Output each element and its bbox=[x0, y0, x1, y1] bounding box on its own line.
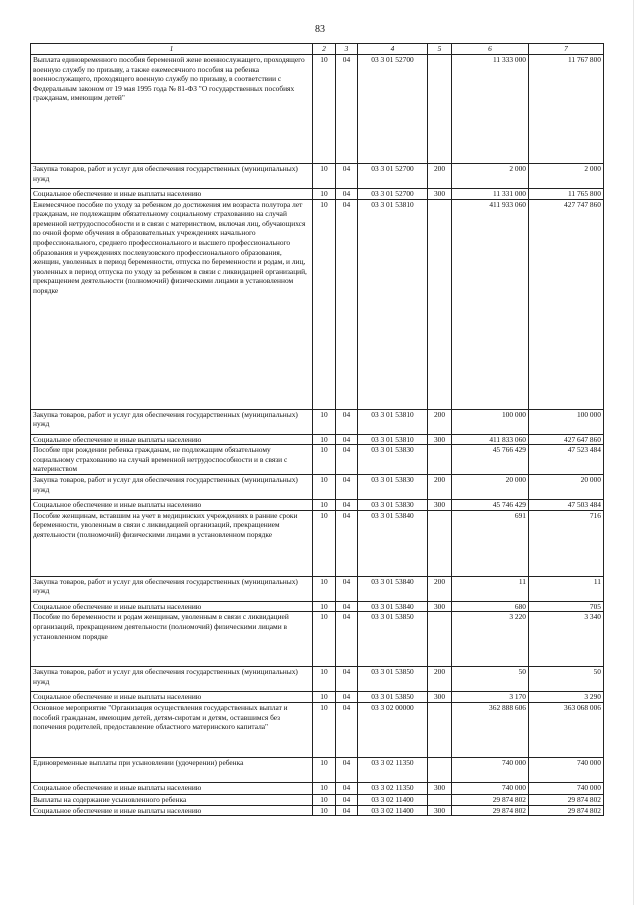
row-value-cell: 300 bbox=[428, 500, 452, 511]
row-value-cell: 200 bbox=[428, 164, 452, 189]
row-value-cell: 03 3 02 11400 bbox=[358, 805, 428, 816]
row-value-cell: 04 bbox=[336, 805, 358, 816]
row-name-cell: Социальное обеспечение и иные выплаты населению bbox=[31, 500, 313, 511]
table-row bbox=[31, 55, 604, 164]
row-value-cell: 427 647 860 bbox=[529, 434, 604, 445]
row-value-cell: 10 bbox=[313, 434, 336, 445]
row-name-cell: Единовременные выплаты при усыновлении (удочерении) ребенка bbox=[31, 757, 313, 782]
row-value-cell: 03 3 01 53830 bbox=[358, 445, 428, 475]
row-value-cell: 10 bbox=[313, 445, 336, 475]
row-value-cell: 03 3 01 53810 bbox=[358, 409, 428, 434]
row-value-cell: 29 874 802 bbox=[452, 794, 529, 805]
row-value-cell: 740 000 bbox=[529, 757, 604, 782]
table-row bbox=[31, 782, 604, 794]
row-value-cell: 03 3 01 53850 bbox=[358, 612, 428, 667]
row-value-cell: 740 000 bbox=[529, 782, 604, 794]
row-value-cell: 300 bbox=[428, 434, 452, 445]
row-value-cell: 10 bbox=[313, 612, 336, 667]
row-value-cell: 45 746 429 bbox=[452, 500, 529, 511]
row-value-cell: 200 bbox=[428, 667, 452, 692]
table-row bbox=[31, 434, 604, 445]
column-number-row bbox=[31, 44, 604, 55]
row-value-cell: 04 bbox=[336, 692, 358, 703]
row-value-cell: 20 000 bbox=[452, 475, 529, 500]
row-value-cell: 04 bbox=[336, 445, 358, 475]
row-value-cell: 04 bbox=[336, 189, 358, 200]
row-name-cell: Выплата единовременного пособия беременной жене военнослужащего, проходящего военную службу по призыву, а также ежемесячного пособия на ребенка военнослужащего, проходящего военную службу по призыву, в соответствии с Федеральным законом от 19 мая 1995 года № 81-ФЗ "О государственных пособиях гражданам, имеющим детей" bbox=[31, 55, 313, 164]
row-value-cell: 03 3 01 53840 bbox=[358, 576, 428, 601]
table-row bbox=[31, 612, 604, 667]
row-value-cell: 10 bbox=[313, 164, 336, 189]
table-row bbox=[31, 199, 604, 409]
row-value-cell: 705 bbox=[529, 601, 604, 612]
row-value-cell: 03 3 01 53850 bbox=[358, 667, 428, 692]
row-value-cell: 04 bbox=[336, 667, 358, 692]
row-value-cell bbox=[428, 757, 452, 782]
row-name-cell: Пособие при рождении ребенка гражданам, не подлежащим обязательному социальному страхованию на случай временной нетрудоспособности и в связи с материнством bbox=[31, 445, 313, 475]
row-value-cell: 10 bbox=[313, 199, 336, 409]
row-name-cell: Социальное обеспечение и иные выплаты населению bbox=[31, 692, 313, 703]
row-value-cell: 11 767 800 bbox=[529, 55, 604, 164]
row-name-cell: Закупка товаров, работ и услуг для обеспечения государственных (муниципальных) нужд bbox=[31, 475, 313, 500]
row-value-cell: 362 888 606 bbox=[452, 702, 529, 757]
row-value-cell bbox=[428, 510, 452, 576]
row-name-cell: Социальное обеспечение и иные выплаты населению bbox=[31, 601, 313, 612]
row-value-cell: 03 3 02 00000 bbox=[358, 702, 428, 757]
row-name-cell: Закупка товаров, работ и услуг для обеспечения государственных (муниципальных) нужд bbox=[31, 409, 313, 434]
row-value-cell bbox=[428, 702, 452, 757]
column-number: 4 bbox=[358, 44, 428, 55]
table-row bbox=[31, 164, 604, 189]
row-value-cell: 47 523 484 bbox=[529, 445, 604, 475]
row-value-cell: 3 170 bbox=[452, 692, 529, 703]
row-value-cell: 10 bbox=[313, 782, 336, 794]
row-value-cell: 100 000 bbox=[529, 409, 604, 434]
table-row bbox=[31, 510, 604, 576]
column-number: 6 bbox=[452, 44, 529, 55]
table-row bbox=[31, 500, 604, 511]
row-value-cell: 03 3 01 53840 bbox=[358, 601, 428, 612]
row-value-cell: 03 3 01 52700 bbox=[358, 55, 428, 164]
row-value-cell: 03 3 01 53830 bbox=[358, 475, 428, 500]
row-value-cell: 04 bbox=[336, 500, 358, 511]
row-value-cell: 10 bbox=[313, 601, 336, 612]
row-value-cell: 03 3 01 53840 bbox=[358, 510, 428, 576]
row-value-cell: 50 bbox=[529, 667, 604, 692]
budget-table bbox=[30, 43, 604, 816]
row-value-cell: 10 bbox=[313, 55, 336, 164]
row-value-cell: 04 bbox=[336, 199, 358, 409]
row-value-cell bbox=[428, 199, 452, 409]
row-value-cell: 740 000 bbox=[452, 782, 529, 794]
row-value-cell: 04 bbox=[336, 409, 358, 434]
row-name-cell: Социальное обеспечение и иные выплаты населению bbox=[31, 434, 313, 445]
row-value-cell: 03 3 02 11400 bbox=[358, 794, 428, 805]
row-value-cell: 04 bbox=[336, 434, 358, 445]
row-value-cell: 3 290 bbox=[529, 692, 604, 703]
row-name-cell: Социальное обеспечение и иные выплаты населению bbox=[31, 782, 313, 794]
row-value-cell: 04 bbox=[336, 55, 358, 164]
row-value-cell: 11 333 000 bbox=[452, 55, 529, 164]
row-value-cell: 427 747 860 bbox=[529, 199, 604, 409]
row-value-cell: 04 bbox=[336, 601, 358, 612]
row-value-cell: 10 bbox=[313, 757, 336, 782]
row-value-cell: 04 bbox=[336, 782, 358, 794]
row-value-cell: 10 bbox=[313, 805, 336, 816]
table-row bbox=[31, 445, 604, 475]
table-row bbox=[31, 601, 604, 612]
row-value-cell: 10 bbox=[313, 500, 336, 511]
row-value-cell: 11 331 000 bbox=[452, 189, 529, 200]
row-value-cell: 740 000 bbox=[452, 757, 529, 782]
row-name-cell: Закупка товаров, работ и услуг для обеспечения государственных (муниципальных) нужд bbox=[31, 667, 313, 692]
row-value-cell: 04 bbox=[336, 475, 358, 500]
row-value-cell: 10 bbox=[313, 475, 336, 500]
row-value-cell: 300 bbox=[428, 692, 452, 703]
row-name-cell: Социальное обеспечение и иные выплаты населению bbox=[31, 805, 313, 816]
row-value-cell: 03 3 01 53810 bbox=[358, 199, 428, 409]
row-value-cell: 04 bbox=[336, 702, 358, 757]
row-value-cell: 100 000 bbox=[452, 409, 529, 434]
row-value-cell: 10 bbox=[313, 576, 336, 601]
row-value-cell: 04 bbox=[336, 794, 358, 805]
row-value-cell bbox=[428, 794, 452, 805]
column-number: 3 bbox=[336, 44, 358, 55]
table-row bbox=[31, 667, 604, 692]
row-value-cell: 200 bbox=[428, 475, 452, 500]
row-value-cell: 10 bbox=[313, 189, 336, 200]
row-value-cell: 411 833 060 bbox=[452, 434, 529, 445]
row-value-cell: 200 bbox=[428, 409, 452, 434]
row-value-cell: 411 933 060 bbox=[452, 199, 529, 409]
table-row bbox=[31, 692, 604, 703]
row-value-cell: 2 000 bbox=[529, 164, 604, 189]
row-value-cell: 29 874 802 bbox=[529, 794, 604, 805]
row-name-cell: Ежемесячное пособие по уходу за ребенком до достижения им возраста полутора лет гражданам, не подлежащим обязательному социальному страхованию на случай временной нетрудоспособности и в связи с материнством, включая лиц, обучающихся по очной форме обучения в образовательных учреждениях начального профессионального, среднего профессионального и высшего профессионального образования и учреждениях послевузовского профессионального образования, женщин, уволенных в период беременности, отпуска по беременности и родам, и лиц, уволенных в период отпуска по уходу за ребенком в связи с ликвидацией организаций, прекращением деятельности (полномочий) физическими лицами в установленном порядке bbox=[31, 199, 313, 409]
row-value-cell: 10 bbox=[313, 409, 336, 434]
row-name-cell: Основное мероприятие "Организация осуществления государственных выплат и пособий гражданам, имеющим детей, детям-сиротам и детям, оставшимся без попечения родителей, предоставление областного материнского капитала" bbox=[31, 702, 313, 757]
page-number: 83 bbox=[315, 24, 325, 35]
row-name-cell: Выплаты на содержание усыновленного ребенка bbox=[31, 794, 313, 805]
row-value-cell: 03 3 01 53850 bbox=[358, 692, 428, 703]
row-name-cell: Закупка товаров, работ и услуг для обеспечения государственных (муниципальных) нужд bbox=[31, 576, 313, 601]
row-value-cell bbox=[428, 612, 452, 667]
row-value-cell: 11 bbox=[452, 576, 529, 601]
row-value-cell: 10 bbox=[313, 702, 336, 757]
row-value-cell: 29 874 802 bbox=[529, 805, 604, 816]
row-value-cell: 363 068 006 bbox=[529, 702, 604, 757]
table-row bbox=[31, 702, 604, 757]
table-row bbox=[31, 805, 604, 816]
row-value-cell: 2 000 bbox=[452, 164, 529, 189]
row-value-cell: 11 765 800 bbox=[529, 189, 604, 200]
row-name-cell: Закупка товаров, работ и услуг для обеспечения государственных (муниципальных) нужд bbox=[31, 164, 313, 189]
row-value-cell: 45 766 429 bbox=[452, 445, 529, 475]
table-row bbox=[31, 475, 604, 500]
row-value-cell: 29 874 802 bbox=[452, 805, 529, 816]
row-value-cell: 10 bbox=[313, 510, 336, 576]
row-value-cell: 3 340 bbox=[529, 612, 604, 667]
row-value-cell: 11 bbox=[529, 576, 604, 601]
row-value-cell: 03 3 01 53830 bbox=[358, 500, 428, 511]
table-row bbox=[31, 757, 604, 782]
row-value-cell: 680 bbox=[452, 601, 529, 612]
column-number: 2 bbox=[313, 44, 336, 55]
table-row bbox=[31, 576, 604, 601]
scan-edge-line bbox=[633, 0, 634, 905]
row-value-cell: 200 bbox=[428, 576, 452, 601]
row-value-cell: 03 3 01 52700 bbox=[358, 189, 428, 200]
row-value-cell: 04 bbox=[336, 510, 358, 576]
row-value-cell: 10 bbox=[313, 667, 336, 692]
row-value-cell: 3 220 bbox=[452, 612, 529, 667]
row-value-cell: 04 bbox=[336, 612, 358, 667]
row-value-cell: 10 bbox=[313, 794, 336, 805]
row-name-cell: Пособие по беременности и родам женщинам, уволенным в связи с ликвидацией организаций, прекращением деятельности (полномочий) физическими лицами в установленном порядке bbox=[31, 612, 313, 667]
column-number: 1 bbox=[31, 44, 313, 55]
table-row bbox=[31, 189, 604, 200]
row-value-cell: 20 000 bbox=[529, 475, 604, 500]
row-value-cell: 50 bbox=[452, 667, 529, 692]
row-value-cell: 691 bbox=[452, 510, 529, 576]
row-value-cell bbox=[428, 445, 452, 475]
column-number: 5 bbox=[428, 44, 452, 55]
row-value-cell: 300 bbox=[428, 601, 452, 612]
row-value-cell: 300 bbox=[428, 189, 452, 200]
row-value-cell: 04 bbox=[336, 576, 358, 601]
row-value-cell: 47 503 484 bbox=[529, 500, 604, 511]
row-value-cell: 300 bbox=[428, 805, 452, 816]
row-value-cell: 04 bbox=[336, 164, 358, 189]
row-value-cell bbox=[428, 55, 452, 164]
row-name-cell: Социальное обеспечение и иные выплаты населению bbox=[31, 189, 313, 200]
column-number: 7 bbox=[529, 44, 604, 55]
row-name-cell: Пособие женщинам, вставшим на учет в медицинских учреждениях в ранние сроки беременности, уволенным в связи с ликвидацией организаций, прекращением деятельности (полномочий) физическими лицами в установленном порядке bbox=[31, 510, 313, 576]
row-value-cell: 716 bbox=[529, 510, 604, 576]
row-value-cell: 03 3 02 11350 bbox=[358, 782, 428, 794]
row-value-cell: 04 bbox=[336, 757, 358, 782]
row-value-cell: 03 3 01 53810 bbox=[358, 434, 428, 445]
row-value-cell: 03 3 01 52700 bbox=[358, 164, 428, 189]
row-value-cell: 300 bbox=[428, 782, 452, 794]
table-row bbox=[31, 409, 604, 434]
table-row bbox=[31, 794, 604, 805]
row-value-cell: 03 3 02 11350 bbox=[358, 757, 428, 782]
row-value-cell: 10 bbox=[313, 692, 336, 703]
